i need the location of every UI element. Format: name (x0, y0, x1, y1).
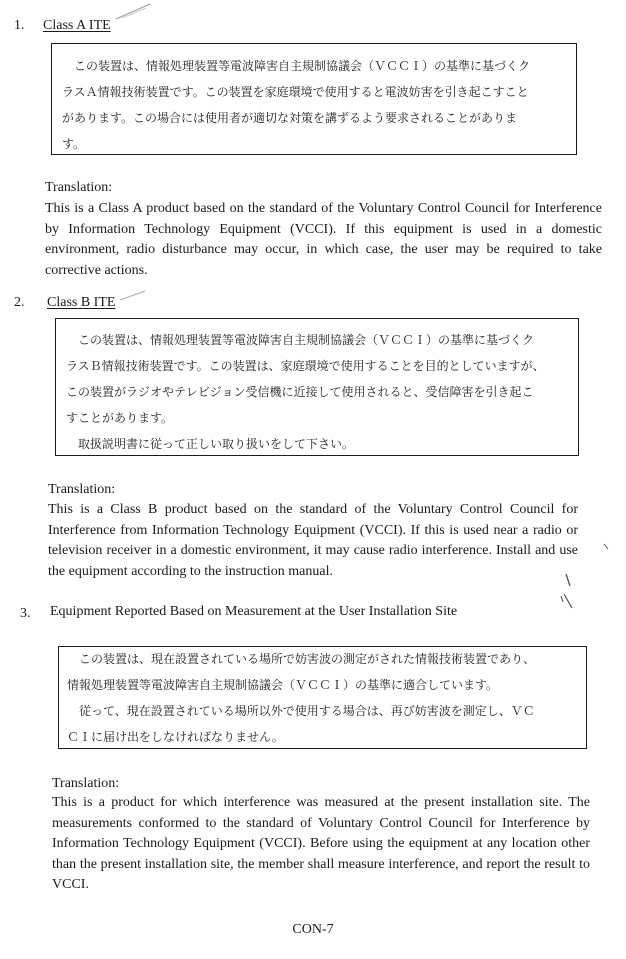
japanese-notice-box-1 (51, 43, 577, 155)
translation-text-2: This is a Class B product based on the standard of the Voluntary Control Council for Interference from Information Technology Equipment (VCCI). If this is used near a radio or television receiver in a domestic environment, it may cause radio interference. Install and use the equipment according to the instruction manual. (48, 502, 578, 579)
page-number: CON-7 (292, 922, 334, 937)
translation-text-3: This is a product for which interference was measured at the present installation site. The measurements conformed to the standard of Voluntary Control Council for Interference by Information Technology Equipment (VCCI). Before using the equipment at any location other than the present installation site, the member shall measure interference, and report the result to VCCI. (52, 795, 590, 892)
translation-label-3: Translation: (52, 776, 120, 791)
pen-mark-icon (602, 542, 612, 552)
japanese-line: この装置は、現在設置されている場所で妨害波の測定がされた情報技術装置であり、 (79, 652, 536, 666)
section-2-heading: Class B ITE (47, 295, 116, 310)
translation-text-1: This is a Class A product based on the standard of the Voluntary Control Council for Interference by Information Technology Equipment (VCCI). If this equipment is used in a domestic environment, radio disturbance may occur, in which case, the user may be required to take corrective actions. (45, 201, 602, 278)
section-3-number: 3. (20, 606, 31, 621)
section-1-number: 1. (14, 18, 25, 33)
japanese-line: ラスＡ情報技術装置です。この装置を家庭環境で使用すると電波妨害を引き起こすこと (62, 85, 529, 99)
pen-mark-icon (114, 2, 154, 22)
japanese-line: があります。この場合には使用者が適切な対策を講ずるよう要求されることがありま (62, 111, 518, 125)
section-3-heading: Equipment Reported Based on Measurement at the User Installation Site (50, 604, 458, 619)
japanese-line: この装置は、情報処理装置等電波障害自主規制協議会（ＶＣＣＩ）の基準に基づくク (78, 333, 535, 347)
translation-label-2: Translation: (48, 482, 116, 497)
japanese-line: す。 (62, 137, 86, 151)
japanese-line: この装置がラジオやテレビジョン受信機に近接して使用されると、受信障害を引き起こ (66, 385, 534, 399)
japanese-line: ＣＩに届け出をしなければなりません。 (67, 730, 284, 744)
japanese-notice-box-2 (55, 318, 579, 456)
section-2-number: 2. (14, 295, 25, 310)
japanese-line: 情報処理装置等電波障害自主規制協議会（ＶＣＣＩ）の基準に適合しています。 (67, 678, 499, 692)
translation-label-1: Translation: (45, 180, 113, 195)
japanese-notice-box-3 (58, 646, 587, 749)
japanese-line: この装置は、情報処理装置等電波障害自主規制協議会（ＶＣＣＩ）の基準に基づくク (74, 59, 531, 73)
pen-mark-icon (118, 288, 148, 304)
japanese-line: 従って、現在設置されている場所以外で使用する場合は、再び妨害波を測定し、ＶＣ (79, 704, 535, 718)
section-1-heading: Class A ITE (43, 18, 111, 33)
japanese-line: 取扱説明書に従って正しい取り扱いをして下さい。 (78, 437, 355, 451)
japanese-line: すことがあります。 (66, 411, 174, 425)
japanese-line: ラスＢ情報技術装置です。この装置は、家庭環境で使用することを目的としていますが、 (66, 359, 545, 373)
